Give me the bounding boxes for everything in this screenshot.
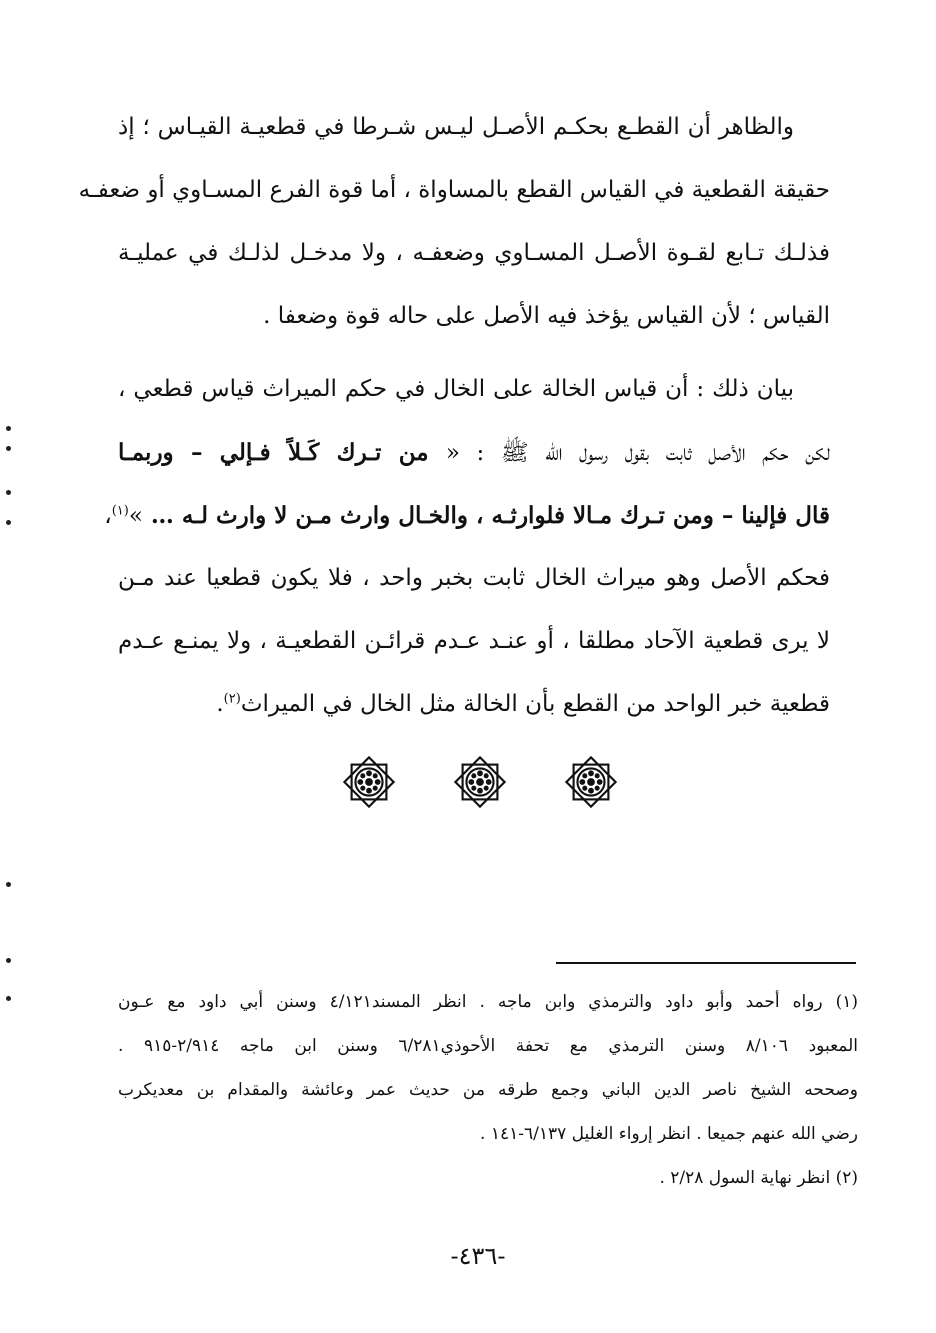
scan-dot [6,882,11,887]
octagram-rosette-icon [451,753,509,811]
paragraph2-line-text: قطعية خبر الواحد من القطع بأن الخالة مثل الخال في الميراث [240,691,830,717]
section-ornaments [340,752,620,812]
octagram-rosette-icon [340,753,398,811]
footnote-1-line: المعبود ٨/١٠٦ وسنن الترمذي مع تحفة الأحوذي٦/٢٨١ وسنن ابن ماجه ٢/٩١٤-٩١٥ . [118,1036,859,1056]
footnote-1-line: رضي الله عنهم جميعا . انظر إرواء الغليل ٦/١٣٧-١٤١ . [480,1124,858,1144]
paragraph2-line: لا يرى قطعية الآحاد مطلقا ، أو عنـد عـدم قرائـن القطعيـة ، ولا يمنـع عـدم [118,628,830,654]
paragraph1-line: فذلـك تـابع لقـوة الأصـل المسـاوي وضعفـه ، ولا مدخـل لذلـك في عمليـة [118,240,830,266]
paragraph2-line: فحكم الأصل وهو ميراث الخال ثابت بخبر واحد ، فلا يكون قطعيا عند مـن [118,565,830,591]
paragraph1-line: القياس ؛ لأن القياس يؤخذ فيه الأصل على حاله قوة وضعفا . [263,303,830,329]
paragraph2-line [118,421,830,484]
punctuation: . [216,691,224,717]
footnotes [118,980,858,1200]
main-text [78,96,830,736]
footnote-1-line: وصححه الشيخ ناصر الدين الباني وجمع طرقه من حديث عمر وعائشة والمقدام بن معديكرب [118,1080,858,1100]
hadith-text: من تـرك كَـلاً فـإلي – وربمـا [118,439,446,466]
footnote-separator [556,962,856,964]
scan-dot [6,490,11,495]
paragraph1-line: حقيقة القطعية في القياس القطع بالمساواة ، أما قوة الفرع المسـاوي أو ضعفـه [78,177,830,203]
footnote-1-line: (١) رواه أحمد وأبو داود والترمذي وابن ماجه . انظر المسند٤/١٢١ وسنن أبي داود مع عـون [118,992,858,1012]
paragraph1-line: والظاهر أن القطـع بحكـم الأصـل ليـس شـرطا في قطعيـة القيـاس ؛ إذ [118,114,794,140]
paragraph-gap [118,348,830,358]
scan-margin-marks [0,0,20,1333]
paragraph2-line [104,484,830,547]
page-number: -٤٣٦- [450,1242,506,1270]
paragraph2-line [118,673,830,736]
footnote-ref-2[interactable]: (٢) [223,691,241,707]
scan-dot [6,958,11,963]
paragraph2-line: بيان ذلك : أن قياس الخالة على الخال في حكم الميراث قياس قطعي ، [118,376,795,402]
scan-dot [6,426,11,431]
footnote-2: (٢) انظر نهاية السول ٢/٢٨ . [659,1168,858,1188]
hadith-intro: لكن حكم الأصل ثابت بقول رسول الله ﷺ : « [445,440,830,466]
footnote-ref-1[interactable]: (١) [111,503,129,519]
octagram-rosette-icon [562,753,620,811]
scan-dot [6,996,11,1001]
punctuation: ، [104,503,112,529]
scan-dot [6,446,11,451]
quote-close: » [128,503,143,529]
scan-dot [6,520,11,525]
hadith-text: قال فإلينا – ومن تـرك مـالا فلوارثـه ، والخـال وارث مـن لا وارث لـه … [142,502,830,529]
